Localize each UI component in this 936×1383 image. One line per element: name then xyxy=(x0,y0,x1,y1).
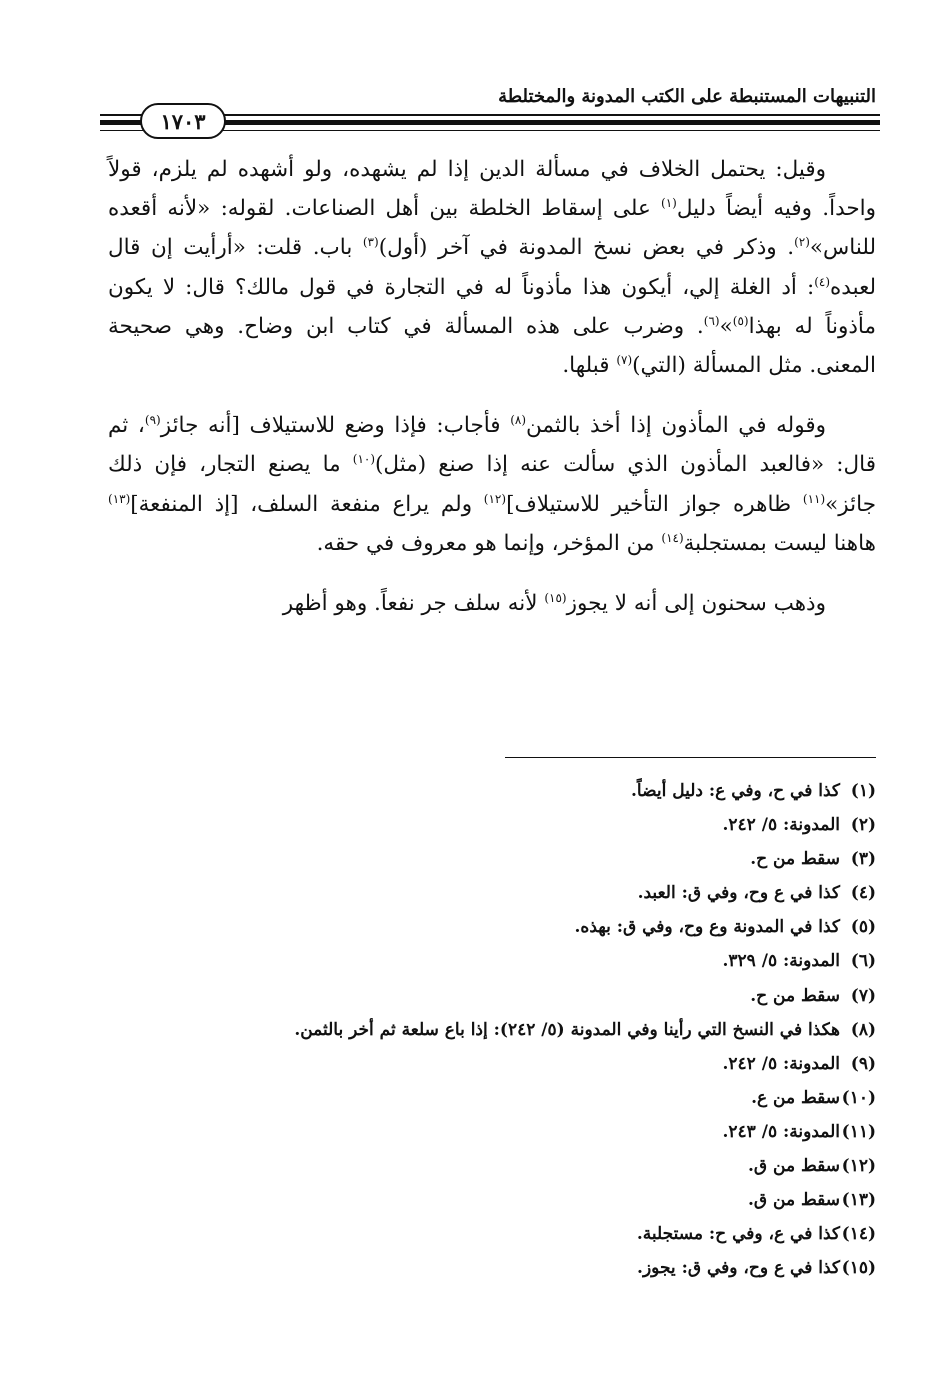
footnote-text: كذا في ع وح، وفي ق: العبد. xyxy=(637,883,840,904)
text-run: من المؤخر، وإنما هو معروف في حقه. xyxy=(316,530,662,556)
footnote-text: كذا في ح، وفي ع: دليل أيضاً. xyxy=(631,781,840,801)
text-run: هاهنا ليست بمستجلبة xyxy=(683,530,876,556)
footnote-ref: (١٣) xyxy=(108,491,131,506)
footnote-text: سقط من ق. xyxy=(748,1156,840,1177)
text-run: وقيل: يحتمل الخلاف في مسألة الدين إذا لم يشهده، ولو أشهده لم يلزم، قولاً واحداً. وفيه أيضاً دليل xyxy=(108,157,877,222)
footnote-item xyxy=(108,842,876,876)
footnote-ref: (٢) xyxy=(794,235,810,250)
footnote-ref: (٦) xyxy=(703,313,720,328)
text-run: ولم يراع منفعة السلف، [إذ المنفعة] xyxy=(130,491,484,517)
footnote-item xyxy=(108,910,876,944)
footnote-item xyxy=(108,774,876,808)
footnote-ref: (١٠) xyxy=(352,452,376,467)
footnote-item xyxy=(108,876,876,910)
footnote-ref: (١٢) xyxy=(483,491,507,506)
footnote-number: (١١) xyxy=(841,1121,876,1142)
footnote-item xyxy=(108,979,876,1013)
footnotes xyxy=(108,774,876,1285)
text-run: لأنه سلف جر نفعاً. وهو أظهر xyxy=(282,591,545,617)
footnote-ref: (١٥) xyxy=(544,590,567,605)
footnote-text: كذا في ع وح، وفي ق: يجوز. xyxy=(637,1258,840,1279)
text-run: فأجاب: فإذا وضع للاستيلاف [أنه جائز xyxy=(160,413,511,439)
footnote-item xyxy=(108,1149,876,1183)
text-run: » xyxy=(719,313,733,339)
footnote-ref: (١١) xyxy=(802,491,826,506)
footnote-number: (٦) xyxy=(850,951,876,972)
text-run: . وذكر في بعض نسخ المدونة في آخر (أول) xyxy=(378,235,795,261)
footnote-number: (١٣) xyxy=(841,1190,876,1211)
text-run: ، ثم قال: «فالعبد المأذون الذي سألت عنه إذا صنع (مثل) xyxy=(108,413,876,478)
footnote-ref: (١) xyxy=(661,196,677,211)
footnote-separator xyxy=(505,757,876,758)
running-header xyxy=(100,82,880,142)
footnote-text: سقط من ح. xyxy=(750,985,840,1006)
footnote-number: (١٢) xyxy=(841,1156,876,1177)
footnote-text: سقط من ع. xyxy=(751,1087,840,1108)
footnote-number: (٨) xyxy=(850,1019,876,1040)
footnote-number: (١٥) xyxy=(841,1258,876,1279)
footnote-number: (١٠) xyxy=(841,1087,876,1108)
footnote-number: (٤) xyxy=(850,883,876,904)
footnote-text: المدونة: ٥/ ٢٤٣. xyxy=(722,1121,840,1142)
text-run: باب. قلت: «أرأيت إن قال لعبده xyxy=(108,235,876,300)
footnote-number: (٣) xyxy=(850,849,876,870)
footnote-number: (٥) xyxy=(850,917,876,938)
footnote-ref: (٨) xyxy=(510,413,527,428)
footnote-item xyxy=(108,1183,876,1217)
footnote-text: سقط من ق. xyxy=(748,1190,840,1211)
footnote-text: المدونة: ٥/ ٢٤٢. xyxy=(722,1053,840,1074)
footnote-item xyxy=(108,1115,876,1149)
footnote-number: (١) xyxy=(850,781,876,801)
footnote-ref: (٣) xyxy=(362,235,379,250)
page-number-badge: ١٧٠٣ xyxy=(140,103,226,139)
footnote-text: كذا في المدونة وع وح، وفي ق: بهذه. xyxy=(574,917,840,938)
footnote-number: (٧) xyxy=(850,985,876,1006)
text-run: ما يصنع التجار، فإن ذلك جائز» xyxy=(108,452,876,517)
footnote-item xyxy=(108,944,876,978)
footnote-number: (٢) xyxy=(850,815,876,836)
text-run: وقوله في المأذون إذا أخذ بالثمن xyxy=(526,413,826,439)
paragraph xyxy=(108,150,876,385)
footnote-item xyxy=(108,1251,876,1285)
footnote-text: كذا في ع، وفي ح: مستجلبة. xyxy=(636,1224,840,1245)
text-run: على إسقاط الخلطة بين أهل الصناعات. لقوله: «لأنه أقعده للناس» xyxy=(108,196,876,261)
footnote-text: هكذا في النسخ التي رأينا وفي المدونة (٥/ ٢٤٢): إذا باع سلعة ثم أخر بالثمن. xyxy=(294,1019,840,1040)
footnote-ref: (٧) xyxy=(616,352,633,367)
footnote-item xyxy=(108,808,876,842)
text-run: ظاهره جواز التأخير للاستيلاف] xyxy=(506,491,803,517)
footnote-ref: (١٤) xyxy=(661,530,684,545)
footnote-item xyxy=(108,1081,876,1115)
footnote-text: المدونة: ٥/ ٢٤٢. xyxy=(722,815,840,836)
footnote-ref: (٩) xyxy=(144,413,161,428)
footnote-text: سقط من ح. xyxy=(750,849,840,870)
footnote-ref: (٤) xyxy=(814,274,831,289)
footnote-number: (١٤) xyxy=(841,1224,876,1245)
footnote-text: المدونة: ٥/ ٣٢٩. xyxy=(722,951,840,972)
footnote-item xyxy=(108,1217,876,1251)
paragraph xyxy=(108,406,876,563)
footnote-item xyxy=(108,1047,876,1081)
footnote-ref: (٥) xyxy=(732,313,749,328)
text-run: قبلها. xyxy=(562,353,617,379)
footnote-number: (٩) xyxy=(850,1053,876,1074)
running-title: التنبيهات المستنبطة على الكتب المدونة والمختلطة xyxy=(498,86,876,107)
paragraph xyxy=(108,584,876,623)
text-run: : أد الغلة إلي، أيكون هذا مأذوناً له في التجارة في قول مالك؟ قال: لا يكون مأذوناً له بهذا xyxy=(108,274,876,339)
main-text xyxy=(108,150,876,644)
text-run: وذهب سحنون إلى أنه لا يجوز xyxy=(566,591,826,617)
text-run: . وضرب على هذه المسألة في كتاب ابن وضاح. وهي صحيحة المعنى. مثل المسألة (التي) xyxy=(108,313,876,379)
footnote-item xyxy=(108,1013,876,1047)
